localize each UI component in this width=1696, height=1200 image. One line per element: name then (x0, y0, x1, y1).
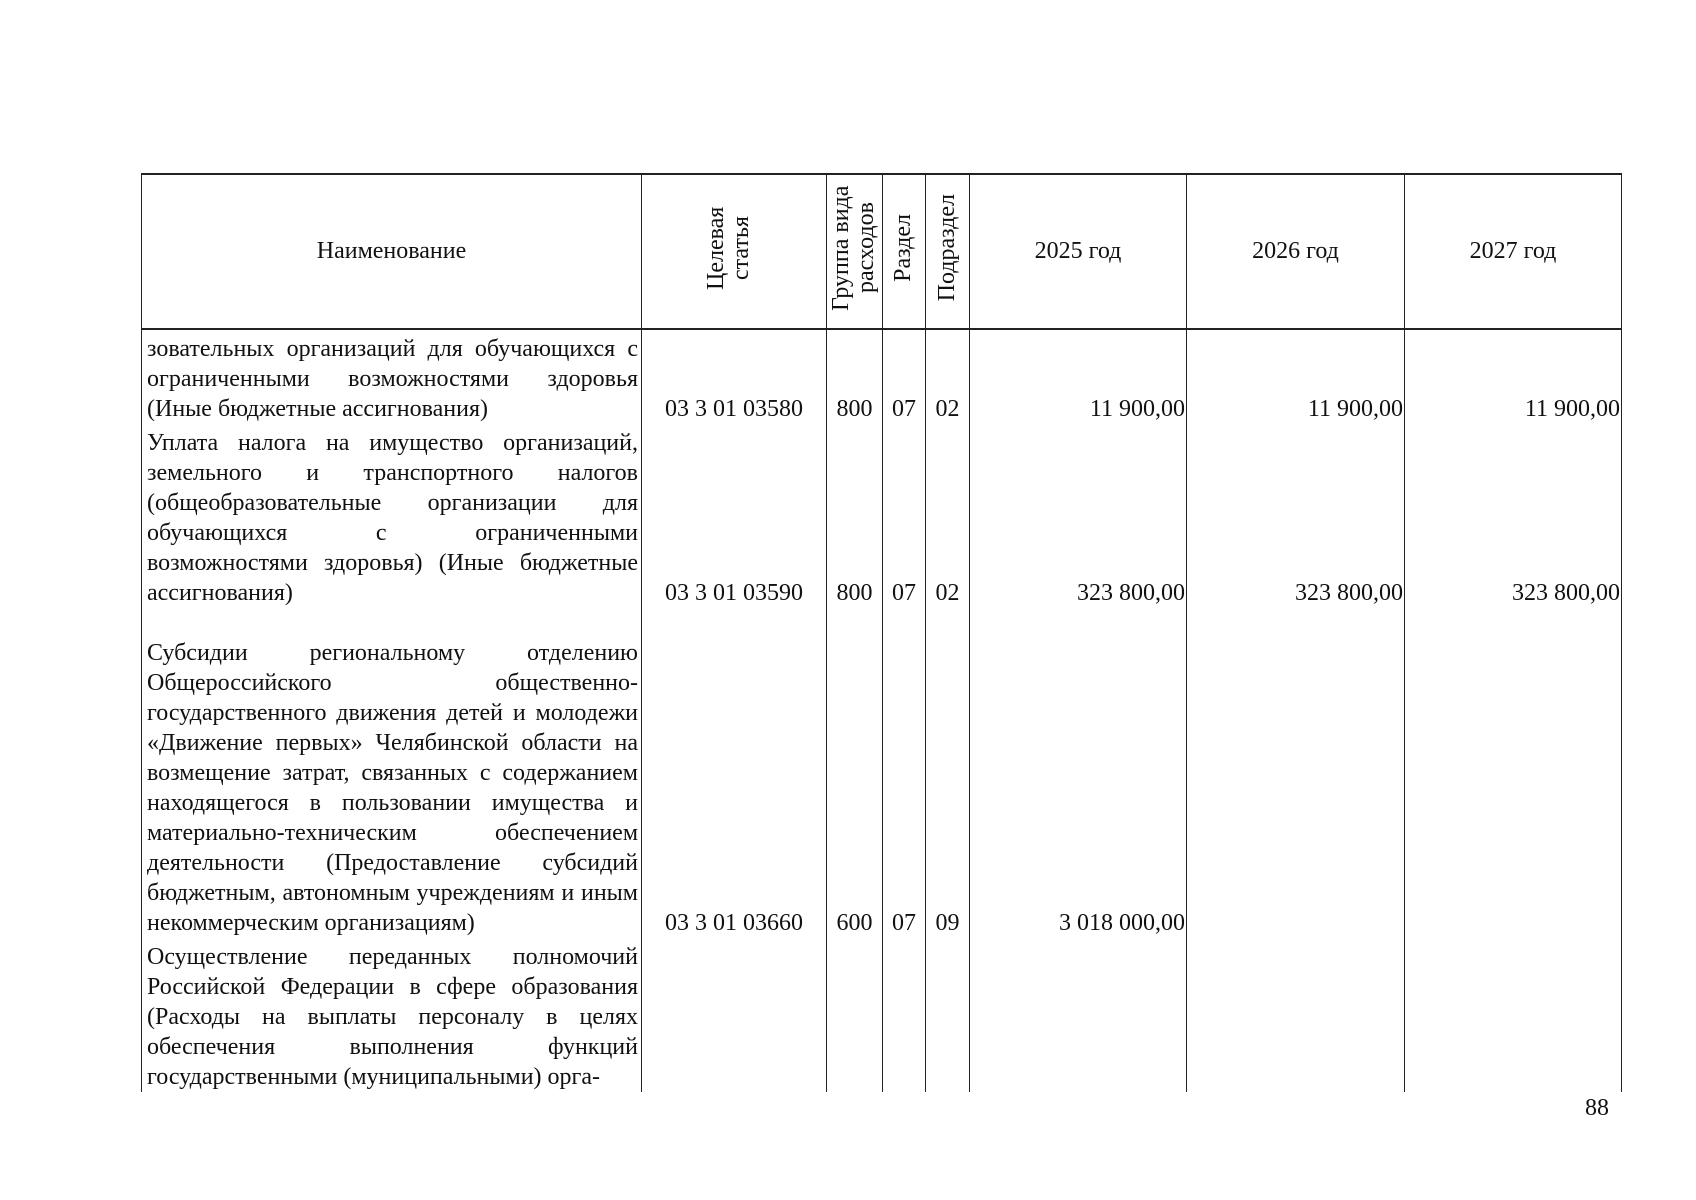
header-section (883, 174, 926, 329)
budget-table (141, 173, 1622, 1092)
header-2025: 2025 год (970, 174, 1187, 329)
table-row (142, 938, 1622, 1092)
header-expense-group-label: Группа вида расходов (828, 185, 880, 311)
row-subsection: 02 (926, 424, 970, 608)
row-name: Субсидии региональному отделению Общероссийского общественно-государственного движения детей и молодежи «Движение первых» Челябинской области на возмещение затрат, связанных с содержанием находящегося в пользовании имущества и материально-техническим обеспечением деятельности (Предоставление субсидий бюджетным, автономным учреждениям и иным некоммерческим организациям) (142, 608, 642, 938)
row-section: 07 (883, 608, 926, 938)
row-subsection (926, 938, 970, 1092)
row-section: 07 (883, 329, 926, 424)
row-section (883, 938, 926, 1092)
row-subsection: 02 (926, 329, 970, 424)
header-target-article (642, 174, 827, 329)
table-row (142, 424, 1622, 608)
row-2027: 11 900,00 (1405, 329, 1622, 424)
row-group (827, 938, 883, 1092)
row-name: Уплата налога на имущество организаций, земельного и транспортного налогов (общеобразовательные организации для обучающихся с ограниченными возможностями здоровья) (Иные бюджетные ассигнования) (142, 424, 642, 608)
header-2027: 2027 год (1405, 174, 1622, 329)
row-2026 (1187, 938, 1405, 1092)
table-row (142, 608, 1622, 938)
row-target: 03 3 01 03590 (642, 424, 827, 608)
row-group: 600 (827, 608, 883, 938)
row-2025: 323 800,00 (970, 424, 1187, 608)
header-subsection-label: Подраздел (933, 194, 960, 302)
table-header-row (142, 174, 1622, 329)
row-2027 (1405, 608, 1622, 938)
header-2026: 2026 год (1187, 174, 1405, 329)
row-2025: 11 900,00 (970, 329, 1187, 424)
row-2026: 323 800,00 (1187, 424, 1405, 608)
row-subsection: 09 (926, 608, 970, 938)
header-name: Наименование (142, 174, 642, 329)
header-target-article-label: Целевая статья (703, 206, 755, 290)
page-number: 88 (1585, 1095, 1609, 1121)
row-target: 03 3 01 03660 (642, 608, 827, 938)
row-2025: 3 018 000,00 (970, 608, 1187, 938)
row-2027 (1405, 938, 1622, 1092)
row-2027: 323 800,00 (1405, 424, 1622, 608)
row-2026: 11 900,00 (1187, 329, 1405, 424)
header-expense-group (827, 174, 883, 329)
row-2025 (970, 938, 1187, 1092)
header-section-label: Раздел (890, 214, 917, 282)
row-section: 07 (883, 424, 926, 608)
row-target (642, 938, 827, 1092)
table-row (142, 329, 1622, 424)
header-subsection (926, 174, 970, 329)
row-name: зовательных организаций для обучающихся с ограниченными возможностями здоровья (Иные бюджетные ассигнования) (142, 329, 642, 424)
row-name: Осуществление переданных полномочий Российской Федерации в сфере образования (Расходы на выплаты персоналу в целях обеспечения выполнения функций государственными (муниципальными) орга- (142, 938, 642, 1092)
row-group: 800 (827, 424, 883, 608)
row-2026 (1187, 608, 1405, 938)
row-group: 800 (827, 329, 883, 424)
row-target: 03 3 01 03580 (642, 329, 827, 424)
